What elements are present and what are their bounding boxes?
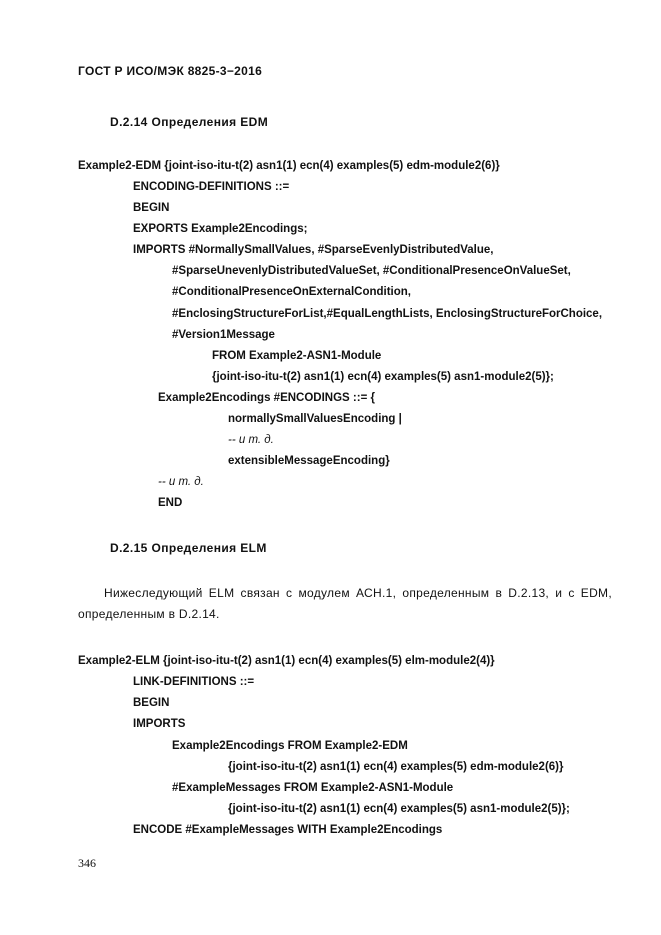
code-line: EXPORTS Example2Encodings; [133, 223, 308, 235]
code-line: #SparseUnevenlyDistributedValueSet, #ConditionalPresenceOnValueSet, [172, 265, 571, 277]
code-line: Example2Encodings FROM Example2-EDM [172, 740, 408, 752]
code-line: #ExampleMessages FROM Example2-ASN1-Module [172, 782, 454, 794]
code-line: #ConditionalPresenceOnExternalCondition, [172, 286, 411, 298]
paragraph-text: Нижеследующий ELM связан с модулем АСН.1, определенным в D.2.13, и с EDM, определенным в D.2.14. [78, 586, 612, 621]
section-heading-edm: D.2.14 Определения EDM [110, 115, 269, 129]
code-line: ENCODE #ExampleMessages WITH Example2Encodings [133, 824, 443, 836]
code-line: normallySmallValuesEncoding | [228, 413, 402, 425]
code-line: {joint-iso-itu-t(2) asn1(1) ecn(4) examples(5) asn1-module2(5)}; [212, 371, 554, 383]
code-line: FROM Example2-ASN1-Module [212, 350, 382, 362]
section-heading-elm: D.2.15 Определения ELM [110, 541, 267, 555]
code-line: #EnclosingStructureForList,#EqualLengthLists, EnclosingStructureForChoice, [172, 308, 603, 320]
code-line: END [158, 497, 183, 509]
code-comment: -- и т. д. [228, 434, 274, 446]
code-line: ENCODING-DEFINITIONS ::= [133, 181, 290, 193]
code-line: #Version1Message [172, 329, 275, 341]
code-line: IMPORTS #NormallySmallValues, #SparseEvenlyDistributedValue, [133, 244, 494, 256]
code-line: extensibleMessageEncoding} [228, 455, 390, 467]
code-line: Example2Encodings #ENCODINGS ::= { [158, 392, 375, 404]
code-line: BEGIN [133, 697, 170, 709]
code-line: LINK-DEFINITIONS ::= [133, 676, 255, 688]
page-number: 346 [78, 856, 96, 870]
document-header: ГОСТ Р ИСО/МЭК 8825-3−2016 [78, 64, 263, 78]
code-line: IMPORTS [133, 718, 186, 730]
elm-description-paragraph [78, 583, 612, 625]
code-line: BEGIN [133, 202, 170, 214]
code-comment: -- и т. д. [158, 476, 204, 488]
code-line: {joint-iso-itu-t(2) asn1(1) ecn(4) examples(5) edm-module2(6)} [228, 761, 564, 773]
code-line: {joint-iso-itu-t(2) asn1(1) ecn(4) examples(5) asn1-module2(5)}; [228, 803, 570, 815]
code-line: Example2-ELM {joint-iso-itu-t(2) asn1(1) ecn(4) examples(5) elm-module2(4)} [78, 655, 495, 667]
code-line: Example2-EDM {joint-iso-itu-t(2) asn1(1) ecn(4) examples(5) edm-module2(6)} [78, 160, 500, 172]
